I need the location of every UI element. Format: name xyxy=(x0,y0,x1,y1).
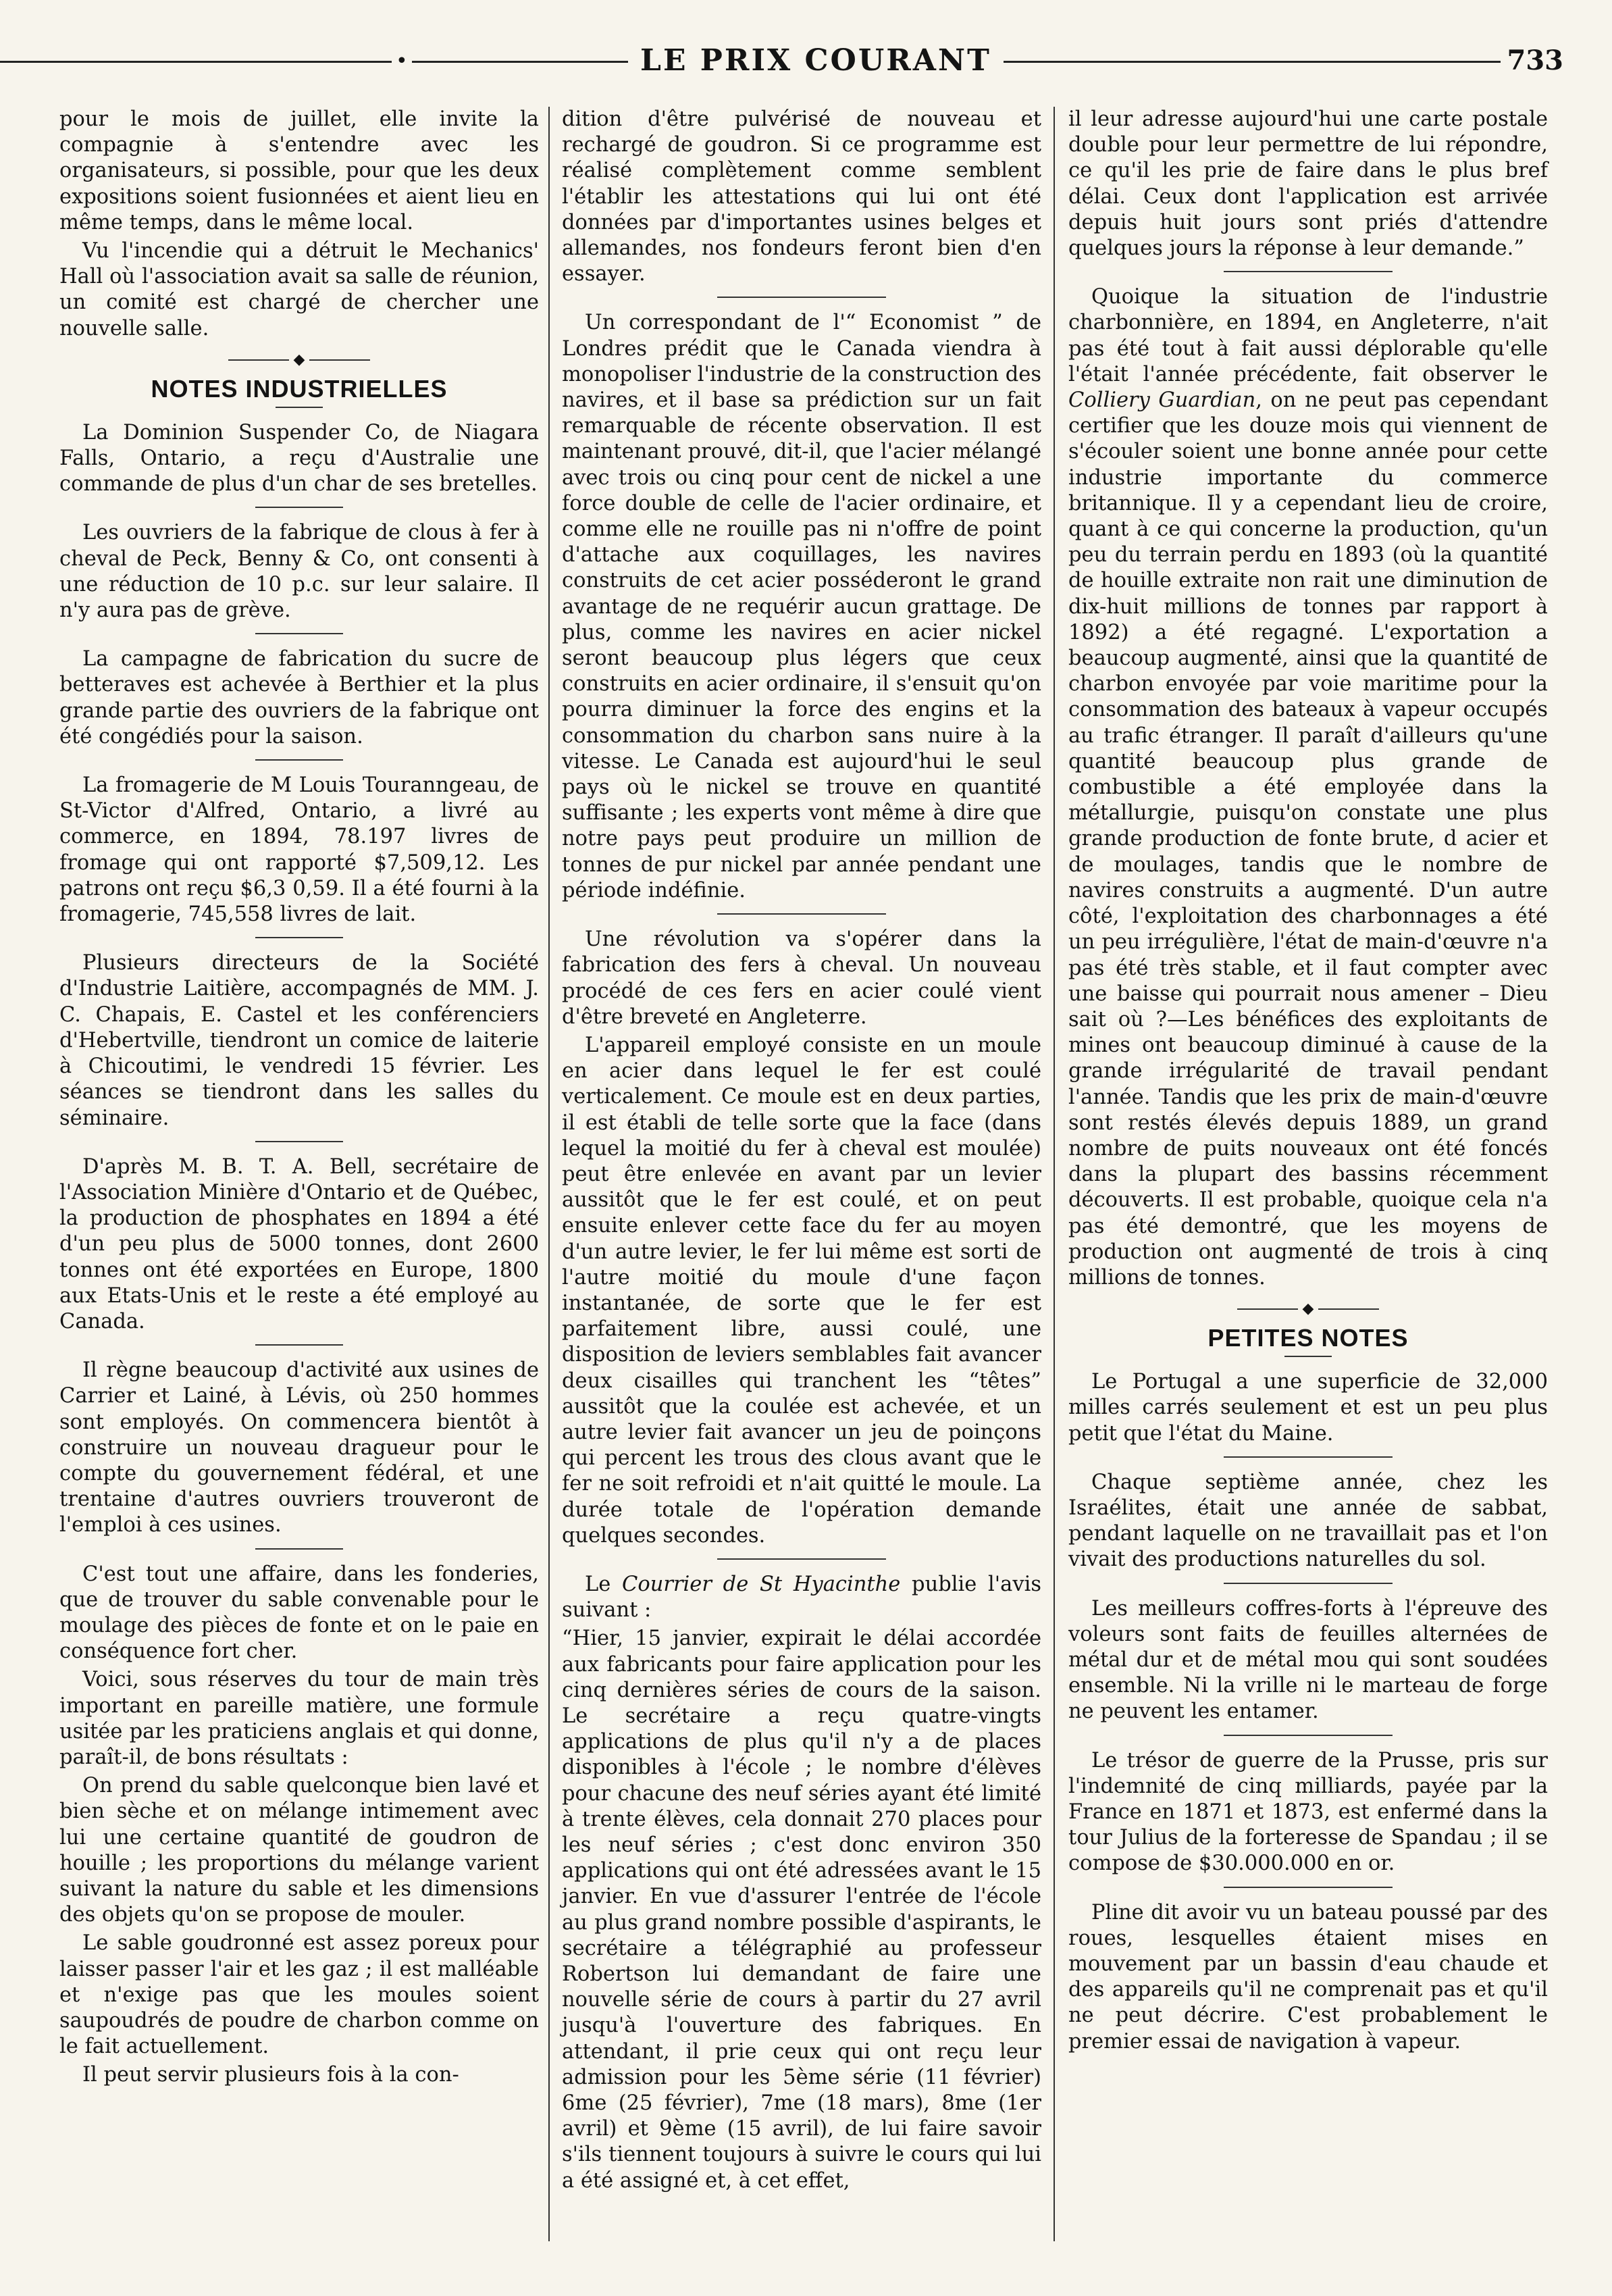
news-item: Plusieurs directeurs de la Société d'Industrie Laitière, accompagnés de MM. J. C. Chapais, E. Castel et les conférenciers d'Hebertville, tiendront un comice de laiterie à Chicoutimi, le vendredi 15 février. Les séances se tiendront dans les salles du séminaire. xyxy=(59,951,539,1130)
title-rule xyxy=(1284,1356,1332,1357)
news-item: Le trésor de guerre de la Prusse, pris sur l'indemnité de cinq milliards, payée par la France en 1871 et 1873, est enfermé dans la tour Julius de la forteresse de Spandau ; il se compose de $30.000.000 en or. xyxy=(1068,1748,1548,1876)
item-separator xyxy=(255,937,343,938)
article-paragraph: il leur adresse aujourd'hui une carte postale double pour leur permettre de lui répondre, ce qu'il les prie de faire dans le plus bref délai. Ceux dont l'application est arrivée depuis huit jours sont priés d'attendre quelques jours la réponse à leur demande.” xyxy=(1068,107,1548,261)
text-run: Quoique la situation de l'industrie charbonnière, en 1894, en Angleterre, n'ait pas été tout à fait aussi déplorable qu'elle l'était l'année précédente, fait observer le xyxy=(1068,285,1548,386)
item-separator xyxy=(1224,1887,1393,1888)
item-separator xyxy=(1224,1456,1393,1458)
running-header xyxy=(0,42,1612,82)
item-separator xyxy=(717,1558,886,1560)
news-item xyxy=(562,1572,1041,1623)
item-separator xyxy=(717,913,886,915)
column-divider xyxy=(1054,107,1055,2241)
section-title-petites-notes: PETITES NOTES xyxy=(1207,1324,1409,1352)
ornamental-separator: ◆ xyxy=(1068,1302,1548,1317)
column-right xyxy=(1068,107,1548,2058)
quoted-notice: “Hier, 15 janvier, expirait le délai accordée aux fabricants pour faire application pour les cinq dernières séries de cours de la saison. Le secrétaire a reçu quatre-vingts applications de plus qu'il n'y a de places disponibles à l'école ; le nombre d'élèves pour chacune des neuf séries ayant été limité à trente élèves, cela donnait 270 places pour les neuf séries ; c'est donc environ 350 applications qui ont été adressées avant le 15 janvier. En vue d'assurer l'entrée de l'école au plus grand nombre possible d'aspirants, le secrétaire a télégraphié au professeur Robertson lui demandant de faire une nouvelle série de cours à partir du 27 avril jusqu'à l'ouverture des fabriques. En attendant, il prie ceux qui ont reçu leur admission pour les 5ème série (11 février) 6me (25 février), 7me (18 mars), 8me (1er avril) et 9ème (15 avril), de lui faire savoir s'ils tiennent toujours à suivre le cours qui lui a été assigné et, à cet effet, xyxy=(562,1627,1041,2193)
item-separator xyxy=(1224,1735,1393,1736)
article-paragraph: Vu l'incendie qui a détruit le Mechanics' Hall où l'association avait sa salle de réunion, un comité est chargé de chercher une nouvelle salle. xyxy=(59,239,539,340)
article-paragraph: Le sable goudronné est assez poreux pour laisser passer l'air et les gaz ; il est malléable et n'exige pas que les moules soient saupoudrés de poudre de charbon comme on le fait actuellement. xyxy=(59,1931,539,2059)
item-separator xyxy=(255,759,343,761)
text-run: publie l'avis suivant : xyxy=(562,1572,1041,1623)
article-paragraph: pour le mois de juillet, elle invite la compagnie à s'entendre avec les organisateurs, si possible, pour que les deux expositions soient fusionnées et aient lieu en même temps, dans le même local. xyxy=(59,107,539,234)
news-item: La Dominion Suspender Co, de Niagara Falls, Ontario, a reçu d'Australie une commande de plus d'un char de ses bretelles. xyxy=(59,420,539,496)
news-item xyxy=(1068,284,1548,1291)
article-paragraph: Il peut servir plusieurs fois à la con- xyxy=(82,2063,459,2087)
item-separator xyxy=(255,1141,343,1142)
periodical-name: Colliery Guardian xyxy=(1068,388,1256,413)
column-left xyxy=(59,107,539,2091)
news-item: Un correspondant de l'“ Economist ” de Londres prédit que le Canada viendra à monopoliser l'industrie de la construction des navires, et il base sa prédiction sur un fait remarquable de récente observation. Il est maintenant prouvé, dit-il, que l'acier mélangé avec trois ou cinq pour cent de nickel a une force double de celle de l'acier ordinaire, et comme elle ne rouille pas ni n'offre de point d'attache aux coquillages, les navires construits de cet acier posséderont le grand avantage de ne requérir aucun grattage. De plus, comme les navires en acier nickel seront beaucoup plus légers que ceux construits en acier ordinaire, il s'ensuit qu'on pourra diminuer la force des engins et la consommation du charbon sans nuire à la vitesse. Le Canada est aujourd'hui le seul pays où le nickel se trouve en quantité suffisante ; les experts vont même à dire que notre pays peut produire un million de tonnes de pur nickel par année pendant une période indéfinie. xyxy=(562,311,1041,902)
news-item: Chaque septième année, chez les Israélites, était une année de sabbat, pendant laquelle on ne travaillait pas et l'on vivait des productions naturelles du sol. xyxy=(1068,1470,1548,1572)
title-rule xyxy=(276,407,323,408)
journal-title: LE PRIX COURANT xyxy=(628,43,1004,78)
text-run: Le xyxy=(585,1572,623,1596)
ornamental-separator: ◆ xyxy=(59,353,539,367)
news-item: Une révolution va s'opérer dans la fabrication des fers à cheval. Un nouveau procédé de ces fers en acier coulé vient d'être breveté en Angleterre. xyxy=(562,927,1041,1029)
news-item: Il règne beaucoup d'activité aux usines de Carrier et Lainé, à Lévis, où 250 hommes sont employés. On commencera bientôt à construire un nouveau dragueur pour le compte du gouvernement fédéral, et une trentaine d'autres ouvriers trouveront de l'emploi à ces usines. xyxy=(59,1358,539,1537)
item-separator xyxy=(255,633,343,634)
news-item: La fromagerie de M Louis Touranngeau, de St-Victor d'Alfred, Ontario, a livré au commerce, en 1894, 78.197 livres de fromage qui ont rapporté $7,509,12. Les patrons ont reçu $6,3 0,59. Il a été fourni à la fromagerie, 745,558 livres de lait. xyxy=(59,773,539,927)
item-separator xyxy=(1224,1583,1393,1584)
item-separator xyxy=(255,1344,343,1346)
article-paragraph: dition d'être pulvérisé de nouveau et rechargé de goudron. Si ce programme est réalisé complètement comme semblent l'établir les attestations qui lui ont été données par d'importantes usines belges et allemandes, nos fondeurs feront bien d'en essayer. xyxy=(562,107,1041,286)
article-paragraph: L'appareil employé consiste en un moule en acier dans lequel le fer est coulé verticalement. Ce moule est en deux parties, il est établi de telle sorte que la face (dans lequel la moitié du fer à cheval est moulée) peut être enlevée en avant par un levier aussitôt que le fer est coulé, et on peut ensuite enlever cette face du fer au moyen d'un autre levier, le fer lui même est sorti de l'autre moitié du moule d'une façon instantanée, de sorte que le fer est parfaitement libre, aussi coulé, une disposition de leviers semblables fait avancer deux cisailles qui tranchent les “têtes” aussitôt que la coulée est achevée, et un autre levier fait avancer un jeu de poinçons qui percent les trous des clous avant que le fer ne soit refroidi et n'ait quitté le moule. La durée totale de l'opération demande quelques secondes. xyxy=(562,1033,1041,1548)
newspaper-name: Courrier de St Hyacinthe xyxy=(622,1572,901,1596)
news-item: Les meilleurs coffres-forts à l'épreuve des voleurs sont faits de feuilles alternées de métal dur et de métal mou qui sont soudées ensemble. Ni la vrille ni le marteau de forge ne peuvent les entamer. xyxy=(1068,1596,1548,1724)
column-divider xyxy=(548,107,550,2241)
header-bullet: • xyxy=(392,51,412,72)
text-run: , on ne peut pas cependant certifier que les douze mois qui viennent de s'écouler soient une bonne année pour cette industrie importante du commerce britannique. Il y a cependant lieu de croire, quant à ce qui concerne la production, qu'un peu du terrain perdu en 1893 (où la quantité de houille extraite non rait une diminution de dix-huit millions de tonnes par rapport à 1892) a été regagné. L'exportation a beaucoup augmenté, ainsi que la quantité de charbon envoyée par voie maritime pour la consommation des bateaux à vapeur occupés au trafic étranger. Il paraît d'ailleurs qu'une quantité beaucoup plus grande de combustible a été employée dans la métallurgie, puisqu'on constate une plus grande production de fonte brute, d acier et de moulages, tandis que le nombre de navires construits a augmenté. D'un autre côté, l'exploitation des charbonnages a été un peu irrégulière, l'état de main-d'œuvre n'a pas été très stable, et il faut compter avec une baisse qui pourrait nous amener – Dieu sait où ?—Les bénéfices des exploitants de mines ont beaucoup diminué à cause de la grande irrégularité de travail pendant l'année. Tandis que les prix de main-d'œuvre sont restés élevés depuis 1889, un grand nombre de puits nouveaux ont été foncés dans la plupart des bassins récemment découverts. Il est probable, quoique cela n'a pas été demontré, que les moyens de production ont augmenté de trois à cinq millions de tonnes. xyxy=(1068,388,1548,1290)
news-item: Les ouvriers de la fabrique de clous à fer à cheval de Peck, Benny & Co, ont consenti à une réduction de 10 p.c. sur leur salaire. Il n'y aura pas de grève. xyxy=(59,521,539,623)
item-separator xyxy=(255,1548,343,1550)
item-separator xyxy=(255,507,343,508)
news-item: La campagne de fabrication du sucre de betteraves est achevée à Berthier et la plus grande partie des ouvriers de la fabrique ont été congédiés pour la saison. xyxy=(59,647,539,748)
news-item: D'après M. B. T. A. Bell, secrétaire de l'Association Minière d'Ontario et de Québec, la production de phosphates en 1894 a été d'un peu plus de 5000 tonnes, dont 2600 tonnes ont été exportées en Europe, 1800 aux Etats-Unis et le reste a été employé au Canada. xyxy=(59,1154,539,1333)
column-middle xyxy=(562,107,1041,2197)
news-item: Le Portugal a une superficie de 32,000 milles carrés seulement et est un peu plus petit que l'état du Maine. xyxy=(1068,1370,1548,1446)
article-paragraph: On prend du sable quelconque bien lavé et bien sèche et on mélange intimement avec lui une certaine quantité de goudron de houille ; les proportions du mélange varient suivant la nature du sable et les dimensions des objets qu'on se propose de mouler. xyxy=(59,1774,539,1927)
news-item: C'est tout une affaire, dans les fonderies, que de trouver du sable convenable pour le moulage des pièces de fonte et on le paie en conséquence fort cher. xyxy=(59,1562,539,1664)
page-number: 733 xyxy=(1501,43,1571,78)
article-paragraph: Voici, sous réserves du tour de main très important en pareille matière, une formule usitée par les praticiens anglais et qui donne, paraît-il, de bons résultats : xyxy=(59,1668,539,1769)
item-separator xyxy=(1224,271,1393,272)
news-item: Pline dit avoir vu un bateau poussé par des roues, lesquelles étaient mises en mouvement par un bassin d'eau chaude et des appareils qu'il ne comprenait pas et qu'il ne peut décrire. C'est probablement le premier essai de navigation à vapeur. xyxy=(1068,1900,1548,2053)
section-title-notes-industrielles: NOTES INDUSTRIELLES xyxy=(151,374,448,403)
item-separator xyxy=(717,297,886,298)
